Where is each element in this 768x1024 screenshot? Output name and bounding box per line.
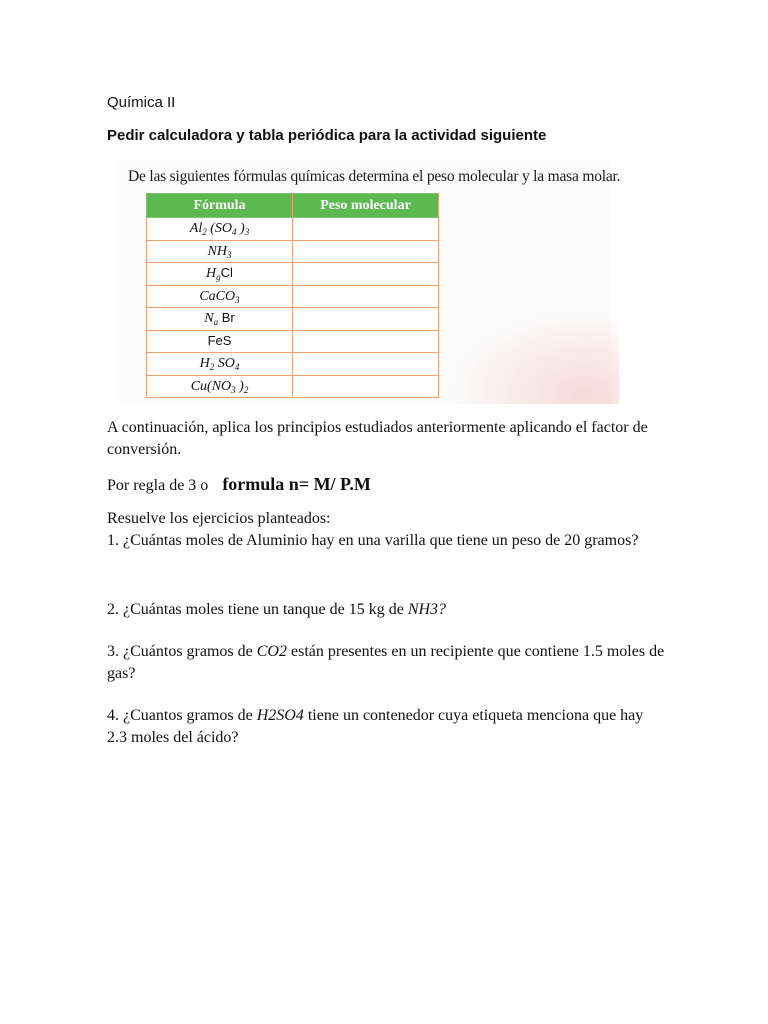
question-4 — [107, 705, 667, 749]
formula-part: Br — [218, 310, 235, 326]
table-row — [147, 375, 439, 398]
molecular-weight-cell[interactable] — [293, 263, 439, 286]
rule-prefix: Por regla de 3 o — [107, 477, 209, 494]
formula-part: 3 — [231, 384, 236, 395]
table-row — [147, 308, 439, 331]
question-2-text: 2. ¿Cuántas moles tiene un tanque de 15 kg de — [107, 601, 408, 618]
formula-table-figure — [119, 160, 621, 404]
question-1 — [107, 530, 667, 552]
formula-part: 4 — [232, 227, 237, 238]
formula-part: Al — [189, 221, 203, 237]
formula-part: CaCO — [199, 288, 236, 304]
molecular-weight-cell[interactable] — [293, 353, 439, 376]
question-3 — [107, 641, 667, 685]
formula-cell — [147, 263, 293, 286]
activity-instruction: Pedir calculadora y tabla periódica para la actividad siguiente — [107, 127, 547, 144]
question-4-tail: tiene un contenedor cuya etiqueta menciona que hay 2.3 moles del ácido? — [107, 707, 644, 746]
formula-part: 2 — [243, 384, 249, 395]
molecular-weight-cell[interactable] — [293, 218, 439, 241]
formula-cell — [147, 353, 293, 376]
table-row — [147, 263, 439, 286]
formula-part: 3 — [226, 249, 232, 260]
formula-cell — [147, 375, 293, 398]
molecular-weight-cell[interactable] — [293, 330, 439, 353]
formula-part: 2 — [209, 362, 215, 373]
formula-part: Cu(NO — [190, 378, 232, 394]
formula-part: FeS — [207, 332, 232, 348]
formula-cell — [147, 330, 293, 353]
formula-part: Cl — [220, 265, 233, 281]
intro-paragraph: A continuación, aplica los principios estudiados anteriormente aplicando el factor de conversión. — [107, 419, 648, 458]
header-formula: Fórmula — [147, 194, 293, 218]
formula-part: N — [204, 311, 214, 327]
table-row — [147, 330, 439, 353]
table-row — [147, 218, 439, 241]
header-molecular-weight: Peso molecular — [293, 194, 439, 218]
question-1-text: 1. ¿Cuántas moles de Aluminio hay en una varilla que tiene un peso de 20 gramos? — [107, 532, 639, 549]
rule-line — [107, 474, 371, 495]
table-row — [147, 285, 439, 308]
question-2-chem: NH3? — [407, 601, 447, 618]
formula-part: ) — [235, 378, 244, 394]
formula-part: a — [213, 317, 219, 328]
formula-part: (SO — [206, 221, 233, 237]
formula-table — [146, 193, 439, 398]
resolve-heading: Resuelve los ejercicios planteados: — [107, 510, 331, 527]
formula-cell — [147, 240, 293, 263]
formula-cell — [147, 218, 293, 241]
formula-part: H — [199, 356, 210, 372]
molecular-weight-cell[interactable] — [293, 308, 439, 331]
formula-part: H — [206, 266, 217, 282]
question-2 — [107, 599, 667, 621]
formula-part: 3 — [244, 227, 250, 238]
formula-part: NH — [207, 243, 227, 259]
mole-formula: formula n= M/ P.M — [222, 474, 371, 494]
formula-part: ) — [236, 221, 245, 237]
table-row — [147, 353, 439, 376]
question-3-tail: están presentes en un recipiente que contiene 1.5 moles de gas? — [107, 643, 665, 682]
formula-part: g — [216, 272, 221, 283]
formula-cell — [147, 308, 293, 331]
question-3-chem: CO2 — [256, 643, 287, 660]
question-3-text: 3. ¿Cuántos gramos de — [107, 643, 257, 660]
molecular-weight-cell[interactable] — [293, 375, 439, 398]
formula-cell — [147, 285, 293, 308]
course-title: Química II — [107, 94, 176, 111]
molecular-weight-cell[interactable] — [293, 240, 439, 263]
formula-part: 3 — [235, 294, 240, 305]
formula-part: SO — [214, 356, 235, 372]
table-row — [147, 240, 439, 263]
molecular-weight-cell[interactable] — [293, 285, 439, 308]
question-4-text: 4. ¿Cuantos gramos de — [107, 707, 257, 724]
formula-part: 2 — [202, 227, 207, 238]
table-header-row — [147, 194, 439, 218]
table-caption: De las siguientes fórmulas químicas determina el peso molecular y la masa molar. — [128, 168, 621, 185]
formula-part: 4 — [234, 362, 240, 373]
question-4-chem: H2SO4 — [256, 707, 304, 724]
scan-glare — [449, 310, 619, 404]
